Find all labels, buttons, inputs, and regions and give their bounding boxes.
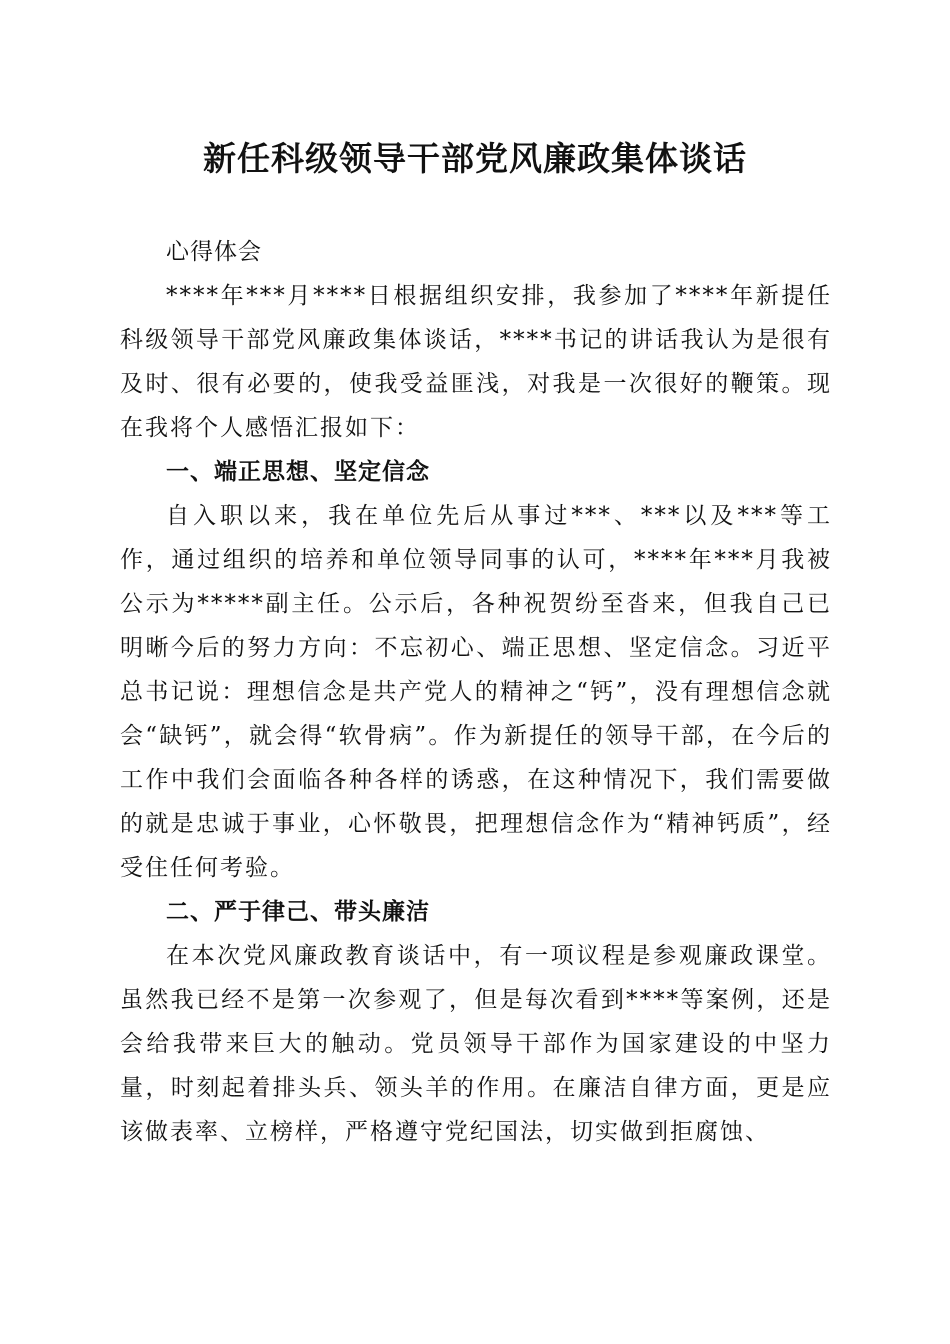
section-2-paragraph: 在本次党风廉政教育谈话中，有一项议程是参观廉政课堂。虽然我已经不是第一次参观了，但是每次看到****等案例，还是会给我带来巨大的触动。党员领导干部作为国家建设的中坚力量，时刻起着排头兵、领头羊的作用。在廉洁自律方面，更是应该做表率、立榜样，严格遵守党纪国法，切实做到拒腐蚀、 xyxy=(120,943,832,1145)
section-1-paragraph: 自入职以来，我在单位先后从事过***、***以及***等工作，通过组织的培养和单位领导同事的认可，****年***月我被公示为*****副主任。公示后，各种祝贺纷至沓来，但我自己已明晰今后的努力方向：不忘初心、端正思想、坚定信念。习近平总书记说：理想信念是共产党人的精神之“钙”，没有理想信念就会“缺钙”，就会得“软骨病”。作为新提任的领导干部，在今后的工作中我们会面临各种各样的诱惑，在这种情况下，我们需要做的就是忠诚于事业，心怀敬畏，把理想信念作为“精神钙质”，经受住任何考验。 xyxy=(120,503,832,881)
document-subtitle: 心得体会 xyxy=(166,239,262,265)
section-1-heading: 一、端正思想、坚定信念 xyxy=(166,459,430,485)
document-body xyxy=(120,230,832,1154)
section-2-heading: 二、严于律己、带头廉洁 xyxy=(166,899,430,925)
document-title: 新任科级领导干部党风廉政集体谈话 xyxy=(203,139,747,178)
intro-paragraph: ****年***月****日根据组织安排，我参加了****年新提任科级领导干部党风廉政集体谈话，****书记的讲话我认为是很有及时、很有必要的，使我受益匪浅，对我是一次很好的鞭策。现在我将个人感悟汇报如下： xyxy=(120,283,832,441)
